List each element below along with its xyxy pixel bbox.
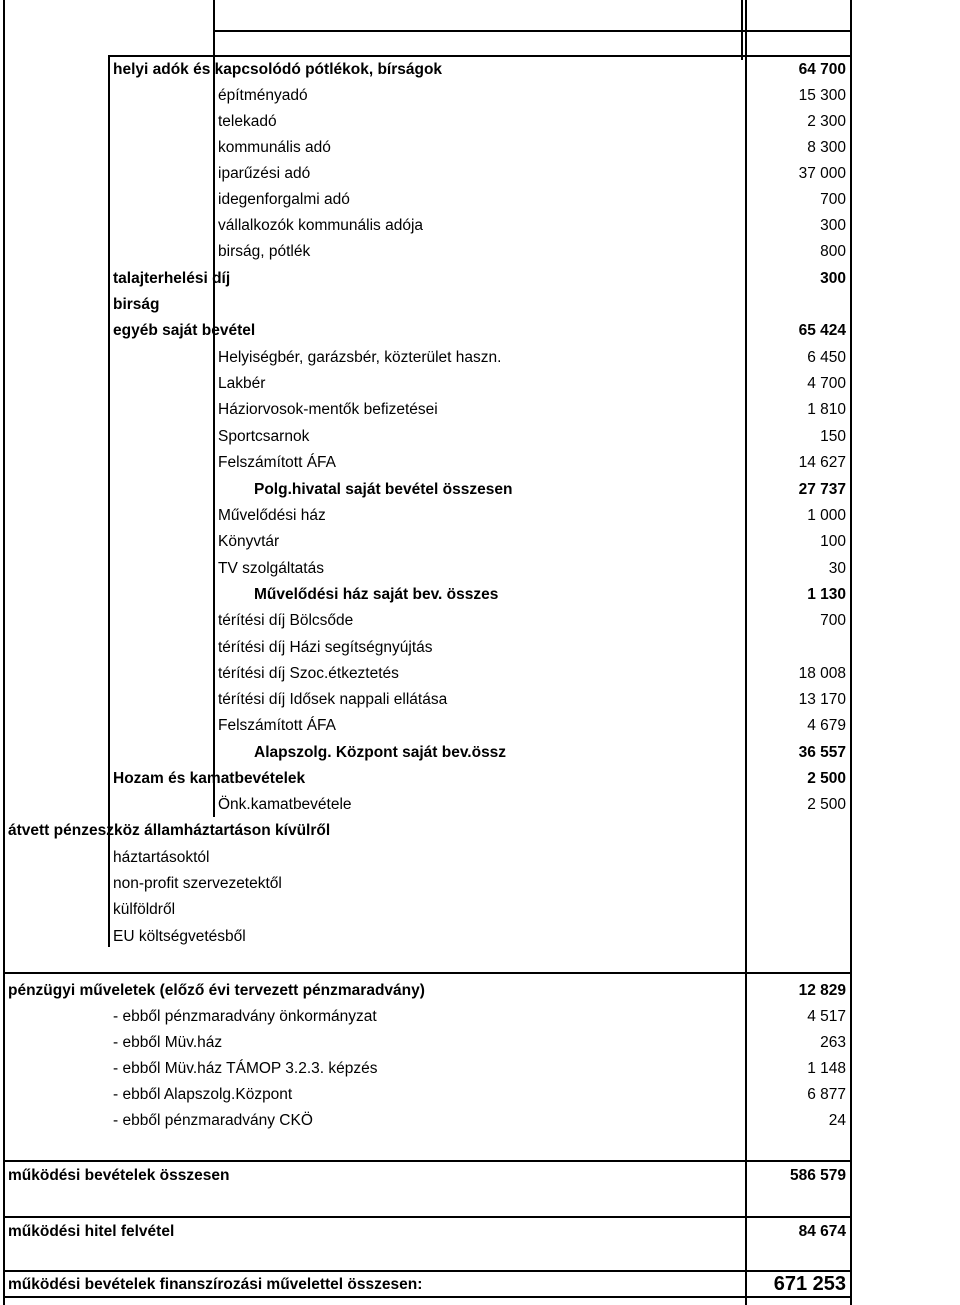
row-label: külföldről — [113, 901, 176, 918]
row-value: 65 424 — [798, 322, 846, 339]
row-label: Önk.kamatbevétele — [218, 796, 352, 813]
row-label: Lakbér — [218, 375, 266, 392]
row-value: 2 300 — [807, 113, 846, 130]
row-label: háztartásoktól — [113, 849, 210, 866]
row-value: 700 — [820, 612, 846, 629]
row-value: 800 — [820, 243, 846, 260]
row-label: - ebből Alapszolg.Központ — [113, 1086, 293, 1103]
row-label: - ebből pénzmaradvány önkormányzat — [113, 1008, 377, 1025]
row-value: 15 300 — [798, 87, 846, 104]
row-label: - ebből Müv.ház — [113, 1034, 223, 1051]
row-label: Művelődési ház — [218, 507, 326, 524]
row-value: 150 — [820, 428, 846, 445]
row-label: térítési díj Házi segítségnyújtás — [218, 639, 433, 656]
row-value: 84 674 — [798, 1223, 846, 1240]
row-value: 27 737 — [798, 481, 846, 498]
row-value: 24 — [828, 1112, 846, 1129]
section-border-2 — [3, 1160, 852, 1162]
row-value: 4 679 — [807, 717, 846, 734]
sublabel-column-border — [213, 0, 215, 817]
row-label: működési hitel felvétel — [8, 1223, 175, 1240]
row-label: pénzügyi műveletek (előző évi tervezett pénzmaradvány) — [8, 982, 425, 999]
row-value: 100 — [820, 533, 846, 550]
row-value: 300 — [820, 270, 846, 287]
row-value: 64 700 — [798, 61, 846, 78]
label-column-border — [108, 55, 110, 947]
row-value: 8 300 — [807, 139, 846, 156]
row-label: vállalkozók kommunális adója — [218, 217, 424, 234]
row-value: 6 450 — [807, 349, 846, 366]
row-label: EU költségvetésből — [113, 928, 246, 945]
row-label: építményadó — [218, 87, 308, 104]
row-label: non-profit szervezetektől — [113, 875, 282, 892]
row-value: 14 627 — [798, 454, 846, 471]
row-value: 1 000 — [807, 507, 846, 524]
section-border-3 — [3, 1216, 852, 1218]
row-label: idegenforgalmi adó — [218, 191, 350, 208]
row-label: TV szolgáltatás — [218, 560, 324, 577]
row-label: - ebből pénzmaradvány CKÖ — [113, 1112, 313, 1129]
row-label: birság, pótlék — [218, 243, 311, 260]
row-value: 263 — [820, 1034, 846, 1051]
row-label: Helyiségbér, garázsbér, közterület haszn. — [218, 349, 502, 366]
row-value: 4 700 — [807, 375, 846, 392]
mid-column-border-lower — [745, 0, 747, 1305]
row-label: birság — [113, 296, 160, 313]
row-label: egyéb saját bevétel — [113, 322, 256, 339]
row-label: Felszámított ÁFA — [218, 454, 337, 471]
row-label: térítési díj Bölcsőde — [218, 612, 354, 629]
row-value: 30 — [828, 560, 846, 577]
row-label: Sportcsarnok — [218, 428, 310, 445]
row-label: - ebből Müv.ház TÁMOP 3.2.3. képzés — [113, 1060, 378, 1077]
grand-total-value: 671 253 — [773, 1273, 846, 1295]
left-border — [3, 0, 5, 1305]
row-value: 1 810 — [807, 401, 846, 418]
row-value: 4 517 — [807, 1008, 846, 1025]
row-label: térítési díj Idősek nappali ellátása — [218, 691, 448, 708]
row-value: 12 829 — [798, 982, 846, 999]
row-value: 37 000 — [798, 165, 846, 182]
row-value: 1 130 — [807, 586, 846, 603]
top-row-border — [213, 30, 852, 32]
row-value: 1 148 — [807, 1060, 846, 1077]
row-label: Háziorvosok-mentők befizetései — [218, 401, 438, 418]
row-label: helyi adók és kapcsolódó pótlékok, bírságok — [113, 61, 443, 78]
row-label: Felszámított ÁFA — [218, 717, 337, 734]
row-label: Hozam és kamatbevételek — [113, 770, 306, 787]
row-value: 6 877 — [807, 1086, 846, 1103]
value-column-border — [850, 0, 852, 1305]
row-label: telekadó — [218, 113, 277, 130]
row-label: iparűzési adó — [218, 165, 311, 182]
row-label: Művelődési ház saját bev. összes — [254, 586, 499, 603]
row-label: Polg.hivatal saját bevétel összesen — [254, 481, 513, 498]
row-value: 2 500 — [807, 770, 846, 787]
row-label: működési bevételek finanszírozási művelettel összesen: — [8, 1276, 423, 1293]
section-border-1 — [3, 972, 852, 974]
row-value: 13 170 — [798, 691, 846, 708]
row-value: 2 500 — [807, 796, 846, 813]
row-label: kommunális adó — [218, 139, 331, 156]
row-value: 700 — [820, 191, 846, 208]
row-label: működési bevételek összesen — [8, 1167, 230, 1184]
row-value: 586 579 — [789, 1167, 846, 1184]
row-label: térítési díj Szoc.étkeztetés — [218, 665, 399, 682]
row-label: Könyvtár — [218, 533, 280, 550]
row-label: Alapszolg. Központ saját bev.össz — [254, 744, 507, 761]
row-value: 36 557 — [798, 744, 846, 761]
row-value: 300 — [820, 217, 846, 234]
row-value: 18 008 — [798, 665, 846, 682]
row-label: átvett pénzeszköz államháztartáson kívülről — [8, 822, 331, 839]
row-label: talajterhelési díj — [113, 270, 231, 287]
